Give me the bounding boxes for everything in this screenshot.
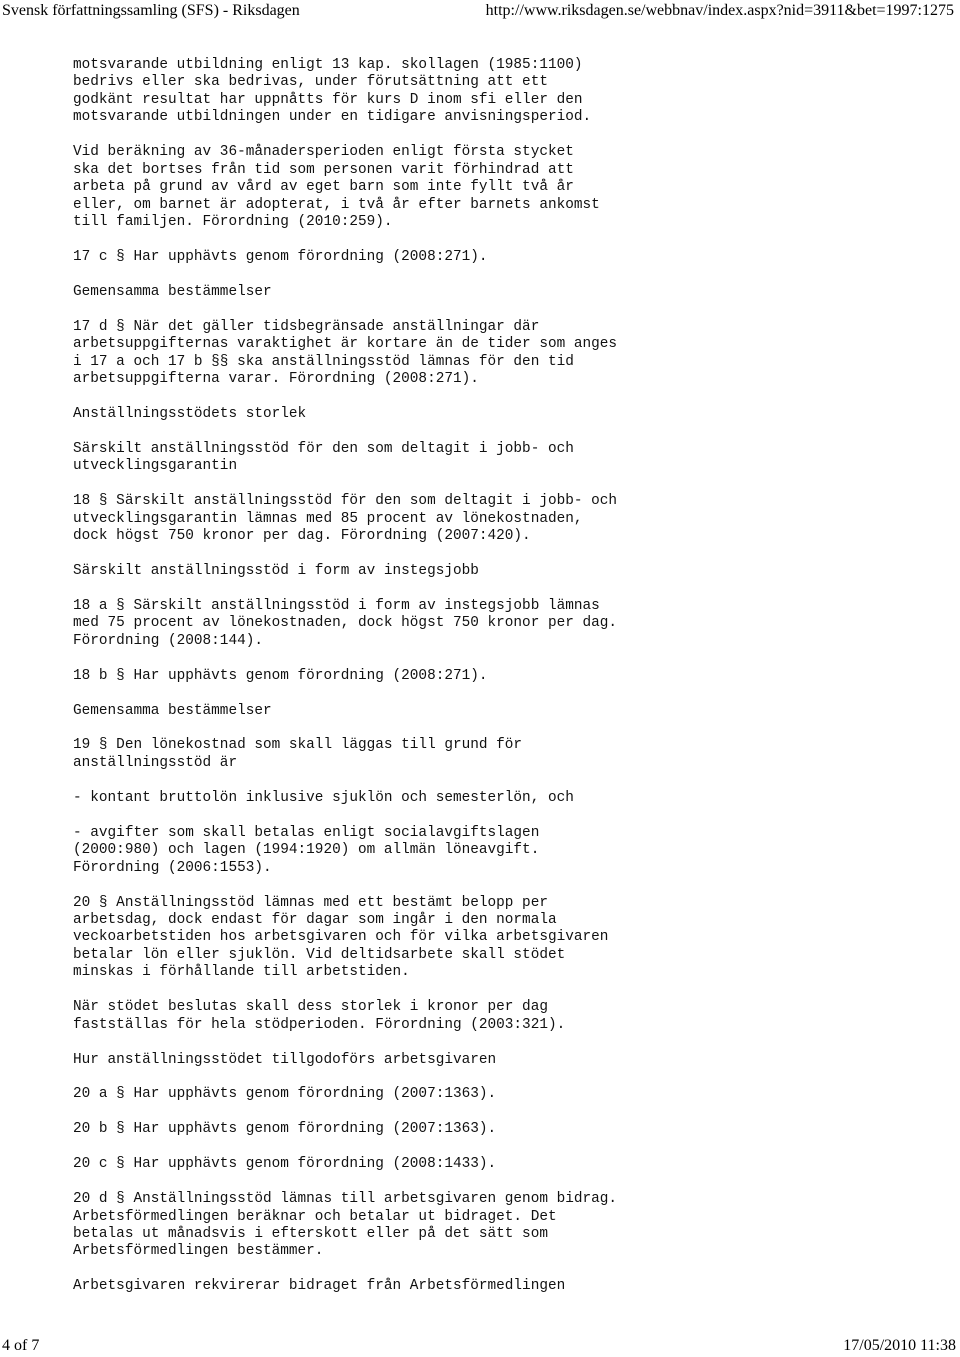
heading-common-provisions-2: Gemensamma bestämmelser (73, 702, 272, 719)
document-body (73, 57, 943, 1313)
heading-support-size: Anställningsstödets storlek (73, 405, 307, 422)
print-datetime: 17/05/2010 11:38 (843, 1337, 956, 1354)
print-footer (0, 1336, 960, 1356)
section-18a: 18 a § Särskilt anställningsstöd i form av instegsjobb lämnas med 75 procent av lönekostnaden, dock högst 750 kronor per dag. Förordning (2008:144). (73, 597, 618, 649)
section-17d: 17 d § När det gäller tidsbegränsade anställningar där arbetsuppgifternas varaktighet är kortare än de tider som anges i 17 a och 17 b §§ ska anställningsstöd lämnas för den tid arbetsuppgifterna varar. Förordning (2008:271). (73, 318, 618, 388)
page-title: Svensk författningssamling (SFS) - Riksdagen (2, 2, 300, 19)
paragraph-support-size-decision: När stödet beslutas skall dess storlek i kronor per dag fastställas för hela stödperioden. Förordning (2003:321). (73, 999, 566, 1033)
list-item-gross-salary: - kontant bruttolön inklusive sjuklön och semesterlön, och (73, 789, 574, 806)
section-20: 20 § Anställningsstöd lämnas med ett bestämt belopp per arbetsdag, dock endast för dagar som ingår i den normala veckoarbetstiden hos arbetsgivaren och för vilka arbetsgivaren betalar lön eller sjuklön. Vid deltidsarbete skall stödet minskas i förhållande till arbetstiden. (73, 894, 609, 981)
print-header (0, 0, 960, 24)
section-19: 19 § Den lönekostnad som skall läggas till grund för anställningsstöd är (73, 737, 523, 771)
section-18: 18 § Särskilt anställningsstöd för den som deltagit i jobb- och utvecklingsgarantin lämnas med 85 procent av lönekostnaden, dock högst 750 kronor per dag. Förordning (2007:420). (73, 493, 618, 545)
section-20c: 20 c § Har upphävts genom förordning (2008:1433). (73, 1156, 497, 1173)
heading-support-credited: Hur anställningsstödet tillgodoförs arbetsgivaren (73, 1051, 497, 1068)
section-20b: 20 b § Har upphävts genom förordning (2007:1363). (73, 1121, 497, 1138)
section-20a: 20 a § Har upphävts genom förordning (2007:1363). (73, 1086, 497, 1103)
heading-special-support-guarantee: Särskilt anställningsstöd för den som deltagit i jobb- och utvecklingsgarantin (73, 440, 574, 475)
heading-employer-requests: Arbetsgivaren rekvirerar bidraget från Arbetsförmedlingen (73, 1278, 566, 1295)
heading-common-provisions: Gemensamma bestämmelser (73, 283, 272, 300)
section-20d: 20 d § Anställningsstöd lämnas till arbetsgivaren genom bidrag. Arbetsförmedlingen beräknar och betalar ut bidraget. Det betalas ut månadsvis i efterskott eller på det sätt som Arbetsförmedlingen bestämmer. (73, 1191, 618, 1260)
section-18b: 18 b § Har upphävts genom förordning (2008:271). (73, 667, 488, 684)
page-url: http://www.riksdagen.se/webbnav/index.aspx?nid=3911&bet=1997:1275 (485, 2, 954, 19)
list-item-fees: - avgifter som skall betalas enligt socialavgiftslagen (2000:980) och lagen (1994:1920) om allmän löneavgift. Förordning (2006:1553). (73, 824, 540, 876)
section-17c: 17 c § Har upphävts genom förordning (2008:271). (73, 248, 488, 265)
paragraph-36-month: Vid beräkning av 36-månadersperioden enligt första stycket ska det bortses från tid som personen varit förhindrad att arbeta på grund av vård av eget barn som inte fyllt två år eller, om barnet är adopterat, i två år efter barnets ankomst till familjen. Förordning (2010:259). (73, 144, 600, 231)
heading-entry-jobs: Särskilt anställningsstöd i form av instegsjobb (73, 563, 479, 580)
paragraph-continuation: motsvarande utbildning enligt 13 kap. skollagen (1985:1100) bedrivs eller ska bedrivas, under förutsättning att ett godkänt resultat har uppnåtts för kurs D inom sfi eller den motsvarande utbildningen under en tidigare anvisningsperiod. (73, 57, 592, 126)
page-number: 4 of 7 (2, 1337, 40, 1354)
